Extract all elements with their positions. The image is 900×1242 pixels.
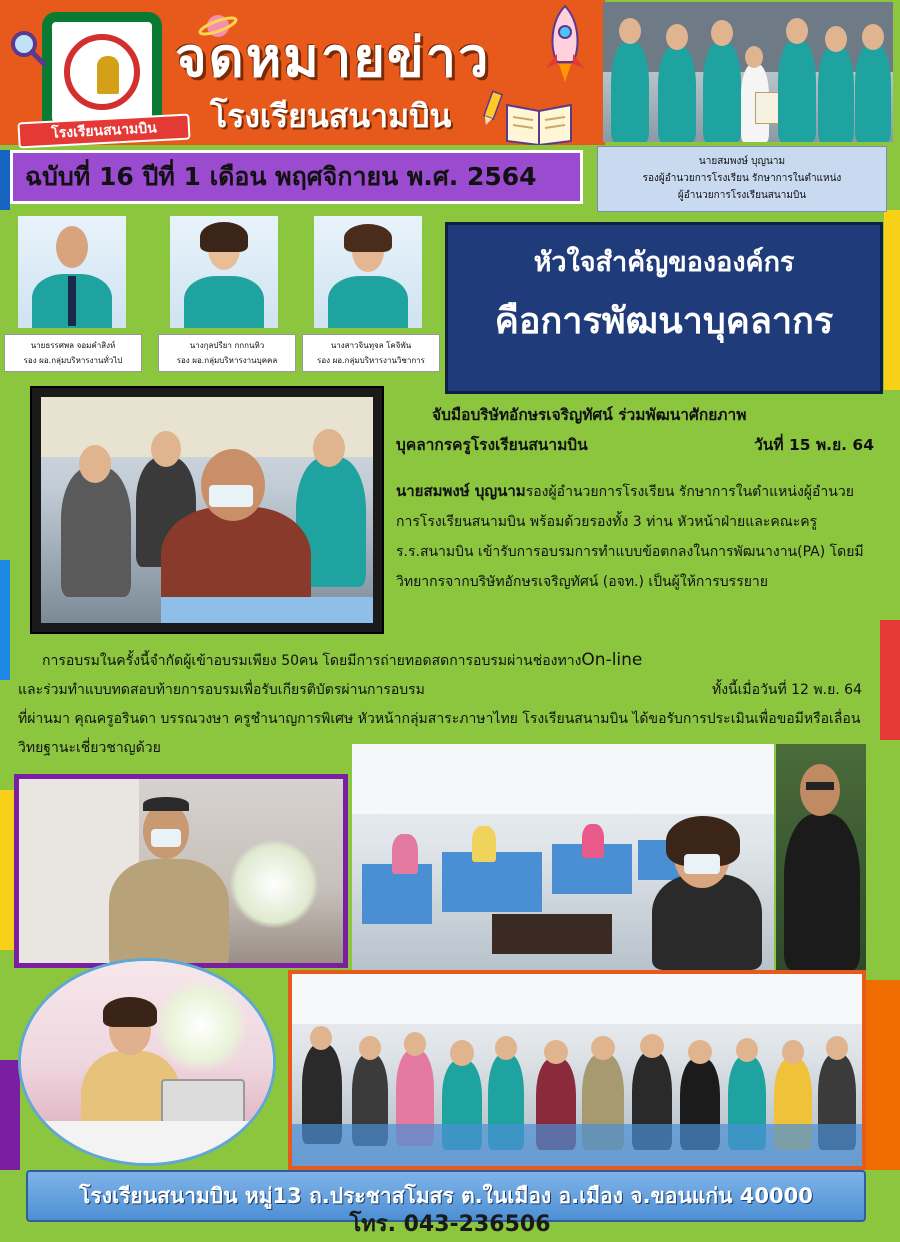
logo-emblem: [64, 34, 140, 110]
photo-frame: [14, 774, 348, 968]
caption-line: ผู้อำนวยการโรงเรียนสนามบิน: [677, 190, 807, 201]
headline-box: [445, 222, 883, 394]
photo-frame: [288, 970, 866, 1170]
decor-stripe: [0, 790, 14, 950]
training-speaker-photo: [41, 397, 373, 623]
portrait-photo: [170, 216, 278, 328]
article-headline-line-1: จับมือบริษัทอักษรเจริญทัศน์ ร่วมพัฒนาศักยภาพ: [432, 406, 747, 424]
article-date: วันที่ 15 พ.ย. 64: [754, 436, 874, 454]
portrait-role: รอง ผอ.กลุ่มบริหารงานทั่วไป: [23, 356, 123, 365]
decor-stripe: [860, 980, 900, 1170]
article-text: การอบรมในครั้งนี้จำกัดผู้เข้าอบรมเพียง 50คน โดยมีการถ่ายทอดสดการอบรมผ่านช่องทาง: [42, 653, 582, 669]
article-line: [18, 676, 882, 705]
portrait-caption: [302, 334, 440, 372]
rocket-icon: [540, 4, 590, 84]
article-text: รองผู้อำนวยการโรงเรียน รักษาการในตำแหน่งผู้อำนวยการโรงเรียนสนามบิน พร้อมด้วยรองทั้ง 3 ท่าน หัวหน้าฝ่ายและคณะครู ร.ร.สนามบิน เข้ารับการอบรมการทำแบบข้อตกลงในการพัฒนางาน(PA) โดยมีวิทยากรจากบริษัทอักษรเจริญทัศน์ (อจท.) เป็นผู้ให้การบรรยาย: [396, 484, 864, 590]
officer-speaking-photo: [19, 779, 343, 963]
award-photo-caption: [597, 146, 887, 212]
caption-line: นายสมพงษ์ บุญนาม: [698, 156, 786, 167]
logo-ribbon: โรงเรียนสนามบิน: [17, 114, 190, 149]
article-person-name: นายสมพงษ์ บุญนาม: [396, 482, 526, 500]
portrait-caption: [4, 334, 142, 372]
decor-stripe: [0, 560, 10, 680]
magnifier-icon: [8, 28, 48, 68]
school-name: โรงเรียนสนามบิน: [210, 97, 452, 135]
article-online-text: On-line: [581, 650, 643, 670]
portrait-photo: [18, 216, 126, 328]
headline-line-2: คือการพัฒนาบุคลากร: [494, 301, 834, 342]
article-headline-subject: บุคลากรครูโรงเรียนสนามบิน: [396, 436, 588, 454]
portrait-name: นางกุลปรียา กกกนหิว: [189, 341, 265, 350]
portrait-name: นายธรรศพล จอมคำสิงห์: [30, 341, 116, 350]
portrait-caption: [158, 334, 296, 372]
article-line: [18, 646, 882, 676]
issue-banner: ฉบับที่ 16 ปีที่ 1 เดือน พฤศจิกายน พ.ศ. 2564: [10, 150, 583, 204]
school-logo: [42, 12, 162, 132]
training-photo-frame: [30, 386, 384, 634]
article-text: ทั้งนี้เมื่อวันที่ 12 พ.ย. 64: [711, 682, 862, 698]
open-book-icon: [505, 95, 573, 145]
newsletter-title: จดหมายข่าว: [175, 26, 491, 89]
portrait-role: รอง ผอ.กลุ่มบริหารงานวิชาการ: [317, 356, 425, 365]
article-line: ที่ผ่านมา คุณครูอรินดา บรรณวงษา ครูชำนาญการพิเศษ หัวหน้ากลุ่มสาระภาษาไทย โรงเรียนสนามบิน ได้ขอรับการประเมินเพื่อขอมีหรือเลื่อนวิทยฐานะเชี่ยวชาญด้วย: [18, 711, 861, 756]
headline-line-1: หัวใจสำคัญขององค์กร: [533, 247, 795, 278]
caption-line: รองผู้อำนวยการโรงเรียน รักษาการในตำแหน่ง: [642, 173, 842, 184]
portrait-photo: [314, 216, 422, 328]
decor-stripe: [884, 210, 900, 390]
footer-address: โรงเรียนสนามบิน หมู่13 ถ.ประชาสโมสร ต.ในเมือง อ.เมือง จ.ขอนแก่น 40000: [26, 1170, 866, 1222]
award-group-photo: [603, 2, 893, 142]
stupa-icon: [97, 56, 119, 94]
group-photo: [292, 974, 862, 1166]
decor-stripe: [0, 150, 10, 210]
presenter-photo: [21, 961, 273, 1163]
portrait-name: นางสาวจินทุจล โคจิพัน: [330, 341, 412, 350]
article-text: และร่วมทำแบบทดสอบท้ายการอบรมเพื่อรับเกียรติบัตรผ่านการอบรม: [18, 682, 425, 698]
presenter-photo-circle: [18, 958, 276, 1166]
speaker-photo: [776, 744, 866, 970]
portrait-role: รอง ผอ.กลุ่มบริหารงานบุคคล: [176, 356, 278, 365]
training-hall-photo: [352, 744, 774, 970]
article-paragraph-1: [396, 476, 874, 646]
footer-phone: โทร. 043-236506: [349, 1212, 551, 1237]
decor-stripe: [880, 620, 900, 740]
decor-stripe: [0, 1060, 20, 1170]
